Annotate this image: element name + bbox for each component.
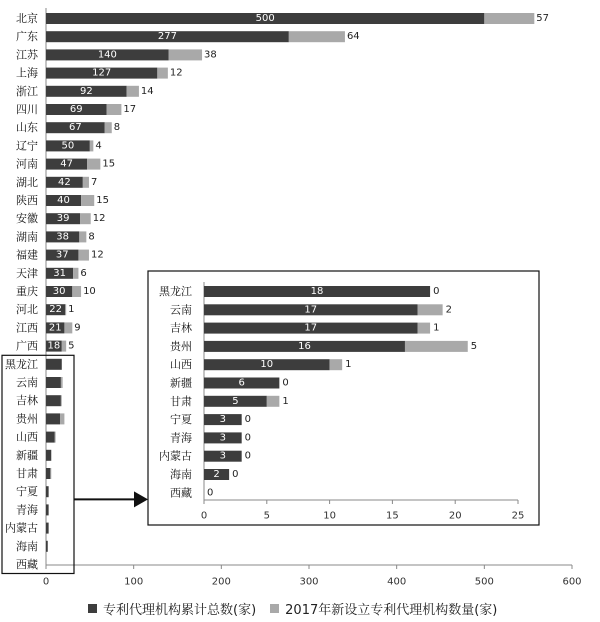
category-label-23: 山西	[16, 430, 38, 444]
bar-total-27	[46, 504, 49, 515]
inset-category-label-2: 吉林	[170, 321, 192, 335]
category-label-18: 广西	[16, 339, 38, 353]
data-label-new-16: 1	[68, 304, 75, 316]
inset-x-tick-label-0: 0	[200, 510, 208, 522]
bar-total-28	[46, 523, 49, 534]
data-label-total-4: 92	[79, 85, 93, 97]
data-label-total-10: 40	[57, 195, 70, 206]
data-label-new-4: 14	[140, 85, 154, 97]
category-label-30: 西藏	[16, 558, 38, 571]
bar-new-14	[73, 268, 78, 279]
category-label-11: 安徽	[16, 212, 38, 226]
category-label-8: 河南	[16, 157, 38, 171]
bar-new-15	[72, 286, 81, 297]
data-label-new-9: 7	[90, 176, 98, 188]
data-label-new-14: 6	[80, 267, 87, 279]
bar-new-16	[65, 304, 66, 315]
inset-data-label-new-11: 0	[207, 487, 214, 499]
inset-category-label-4: 山西	[170, 358, 192, 372]
inset-data-label-new-3: 5	[470, 340, 478, 352]
data-label-total-17: 21	[48, 322, 62, 334]
bar-total-23	[46, 432, 55, 443]
inset-data-label-total-5: 6	[238, 377, 245, 389]
inset-x-tick-label-4: 20	[448, 510, 462, 522]
data-label-total-12: 38	[56, 231, 70, 243]
category-label-24: 新疆	[16, 448, 38, 462]
bar-new-2	[169, 49, 202, 60]
inset-data-label-total-8: 3	[219, 432, 227, 444]
bar-new-21	[61, 395, 62, 406]
x-tick-label-6: 600	[562, 576, 582, 588]
inset-data-label-total-2: 17	[304, 322, 318, 334]
highlight-box	[2, 355, 74, 573]
bar-total-19	[46, 359, 62, 370]
bar-total-21	[46, 395, 61, 406]
bar-total-22	[46, 413, 60, 424]
inset-data-label-new-0: 0	[433, 286, 440, 297]
inset-data-label-new-8: 0	[244, 432, 252, 444]
bar-total-26	[46, 486, 49, 497]
category-label-4: 浙江	[16, 84, 38, 98]
category-label-27: 青海	[16, 503, 38, 517]
bar-new-17	[64, 322, 72, 333]
inset-data-label-new-6: 1	[282, 395, 289, 407]
x-tick-label-4: 400	[387, 576, 407, 588]
bar-new-20	[61, 377, 63, 388]
legend-label-new: 2017年新设立专利代理机构数量(家)	[285, 602, 498, 618]
category-label-25: 甘肃	[16, 467, 38, 480]
data-label-new-10: 15	[96, 195, 109, 206]
inset-x-tick-label-1: 5	[263, 510, 270, 522]
category-label-12: 湖南	[16, 230, 38, 244]
inset-data-label-new-10: 0	[232, 469, 239, 480]
data-label-new-5: 17	[123, 104, 137, 115]
data-label-new-18: 5	[68, 340, 75, 352]
data-label-total-1: 277	[157, 31, 177, 43]
data-label-new-0: 57	[536, 13, 550, 24]
data-label-new-17: 9	[74, 322, 81, 334]
inset-data-label-new-2: 1	[433, 322, 440, 334]
bar-new-6	[105, 122, 112, 133]
bar-new-4	[127, 86, 139, 97]
category-label-2: 江苏	[16, 48, 38, 62]
data-label-total-11: 39	[56, 213, 70, 225]
inset-bar-new-6	[267, 396, 280, 407]
inset-data-label-total-3: 16	[298, 340, 311, 352]
inset-category-label-6: 甘肃	[170, 394, 192, 408]
data-label-new-12: 8	[88, 231, 95, 243]
bar-new-11	[80, 213, 91, 224]
bar-new-23	[55, 432, 56, 443]
legend-swatch-total	[88, 604, 97, 613]
inset-data-label-new-5: 0	[282, 377, 289, 389]
bar-total-24	[46, 450, 51, 461]
data-label-total-3: 127	[92, 67, 112, 79]
data-label-total-13: 37	[55, 249, 69, 261]
data-label-new-7: 4	[95, 140, 102, 152]
category-label-16: 河北	[16, 303, 38, 317]
inset-category-label-0: 黑龙江	[159, 285, 192, 298]
data-label-total-2: 140	[97, 49, 117, 61]
bar-new-8	[87, 159, 100, 170]
legend-label-total: 专利代理机构累计总数(家)	[103, 602, 257, 618]
zoom-arrow-head	[134, 491, 148, 507]
bar-new-5	[106, 104, 121, 115]
data-label-new-2: 38	[204, 49, 217, 61]
inset-data-label-total-9: 3	[219, 450, 227, 462]
legend-swatch-new	[270, 604, 279, 613]
inset-category-label-7: 宁夏	[170, 413, 192, 427]
data-label-total-14: 31	[53, 267, 66, 279]
category-label-22: 贵州	[16, 412, 38, 426]
bar-new-12	[79, 231, 86, 242]
data-label-total-8: 47	[60, 158, 73, 170]
x-tick-label-1: 100	[124, 576, 144, 588]
bar-new-0	[484, 13, 534, 24]
data-label-total-7: 50	[61, 140, 75, 152]
data-label-total-9: 42	[58, 176, 71, 188]
x-tick-label-5: 500	[474, 576, 494, 588]
category-label-20: 云南	[16, 376, 38, 389]
bar-new-3	[157, 68, 168, 79]
x-tick-label-2: 200	[211, 576, 231, 588]
bar-new-1	[289, 31, 345, 42]
bar-total-29	[46, 541, 48, 552]
inset-category-label-11: 西藏	[170, 486, 192, 500]
category-label-14: 天津	[16, 266, 38, 280]
category-label-26: 宁夏	[16, 485, 38, 499]
inset-data-label-new-9: 0	[244, 450, 252, 462]
bar-new-7	[90, 140, 94, 151]
bar-new-25	[50, 468, 51, 479]
x-tick-label-3: 300	[299, 576, 319, 588]
x-tick-label-0: 0	[42, 576, 50, 588]
data-label-new-8: 15	[102, 158, 116, 170]
inset-bar-new-2	[418, 323, 431, 334]
inset-x-tick-label-2: 10	[323, 510, 336, 522]
inset-data-label-total-4: 10	[260, 359, 274, 371]
category-label-29: 海南	[16, 539, 38, 553]
category-label-17: 江西	[16, 321, 38, 335]
inset-bar-new-1	[418, 304, 443, 315]
category-label-28: 内蒙古	[5, 521, 38, 535]
data-label-new-11: 12	[92, 213, 106, 225]
data-label-new-3: 12	[169, 67, 183, 79]
bar-new-22	[60, 413, 64, 424]
inset-category-label-9: 内蒙古	[159, 449, 192, 463]
inset-category-label-3: 贵州	[170, 339, 192, 353]
data-label-new-15: 10	[83, 286, 96, 297]
data-label-new-13: 12	[90, 249, 104, 261]
inset-data-label-new-1: 2	[445, 304, 453, 316]
inset-data-label-total-6: 5	[232, 395, 239, 407]
inset-data-label-total-1: 17	[304, 304, 318, 316]
data-label-total-18: 18	[47, 340, 61, 352]
inset-data-label-new-4: 1	[345, 359, 352, 371]
inset-data-label-total-7: 3	[219, 414, 227, 426]
category-label-10: 陕西	[16, 194, 38, 207]
chart-legend	[88, 599, 511, 617]
bar-total-25	[46, 468, 50, 479]
data-label-total-5: 69	[69, 104, 83, 115]
category-label-9: 湖北	[16, 175, 38, 189]
legend-item-total	[88, 599, 256, 618]
inset-data-label-new-7: 0	[244, 414, 252, 426]
category-label-7: 辽宁	[16, 139, 38, 153]
inset-category-label-8: 青海	[170, 431, 192, 445]
category-label-19: 黑龙江	[5, 357, 38, 371]
data-label-new-1: 64	[346, 31, 360, 43]
category-label-6: 山东	[16, 121, 38, 135]
inset-bar-new-3	[405, 341, 468, 352]
legend-item-new	[270, 599, 497, 618]
data-label-total-0: 500	[255, 13, 275, 24]
category-label-21: 吉林	[16, 394, 38, 408]
data-label-total-15: 30	[52, 286, 66, 297]
inset-category-label-5: 新疆	[170, 376, 192, 390]
category-label-1: 广东	[16, 30, 38, 44]
data-label-new-6: 8	[113, 122, 121, 134]
inset-category-label-10: 海南	[170, 468, 192, 481]
category-label-0: 北京	[16, 12, 38, 25]
inset-data-label-total-10: 2	[213, 469, 220, 480]
category-label-15: 重庆	[16, 285, 38, 298]
bar-new-13	[78, 250, 89, 261]
data-label-total-6: 67	[69, 122, 82, 134]
inset-x-tick-label-3: 15	[386, 510, 399, 522]
inset-data-label-total-0: 18	[310, 286, 324, 297]
bar-new-10	[81, 195, 94, 206]
category-label-13: 福建	[16, 248, 38, 262]
bar-total-20	[46, 377, 61, 388]
inset-x-tick-label-5: 25	[511, 510, 525, 522]
category-label-5: 四川	[16, 103, 38, 116]
inset-bar-new-4	[330, 359, 343, 370]
bar-new-9	[83, 177, 89, 188]
category-label-3: 上海	[16, 66, 38, 80]
bar-new-18	[62, 341, 66, 352]
inset-category-label-1: 云南	[170, 303, 192, 317]
data-label-total-16: 22	[49, 304, 63, 316]
